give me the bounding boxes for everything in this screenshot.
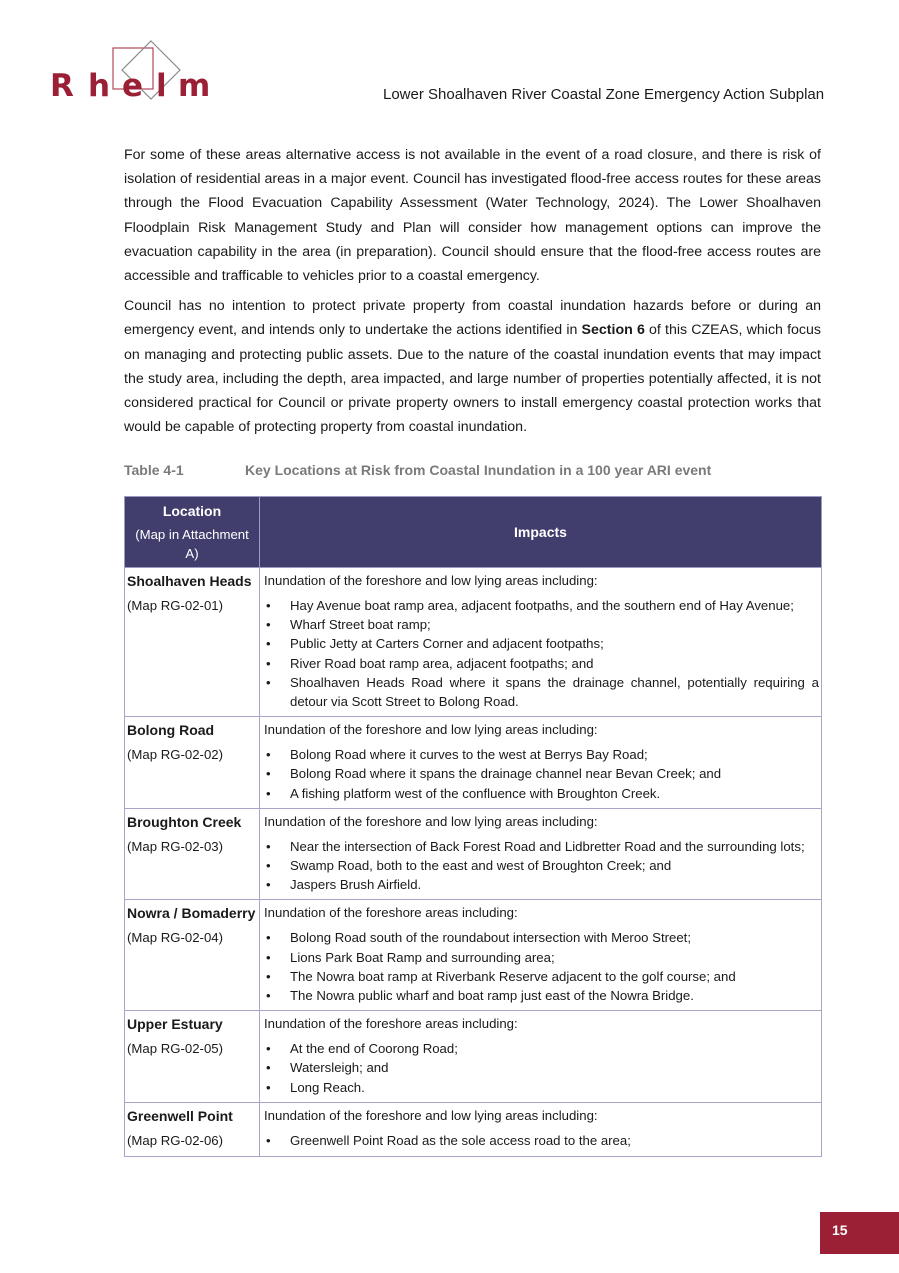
impacts-cell xyxy=(260,1102,822,1156)
impact-item: • Jaspers Brush Airfield. xyxy=(262,875,819,894)
table-row xyxy=(125,1011,822,1103)
impacts-intro: Inundation of the foreshore and low lying areas including: xyxy=(264,813,598,829)
table-title: Key Locations at Risk from Coastal Inundation in a 100 year ARI event xyxy=(245,462,712,478)
map-reference: (Map RG-02-01) xyxy=(127,598,224,613)
table-caption xyxy=(124,462,711,478)
impact-item: • River Road boat ramp area, adjacent footpaths; and xyxy=(262,654,819,673)
impacts-intro: Inundation of the foreshore areas including: xyxy=(264,905,518,921)
logo-letter: R xyxy=(50,68,74,104)
map-reference: (Map RG-02-02) xyxy=(127,747,224,763)
impacts-list xyxy=(262,1039,819,1097)
location-cell xyxy=(125,568,260,717)
impact-item: • Hay Avenue boat ramp area, adjacent footpaths, and the southern end of Hay Avenue; xyxy=(262,596,819,615)
impacts-cell xyxy=(260,808,822,900)
paragraph-text: Council has no intention to protect private property from coastal inundation hazards before or during an emergency event, and intends only to undertake the actions identified in xyxy=(124,298,821,339)
impacts-cell xyxy=(260,900,822,1011)
impact-item: • Lions Park Boat Ramp and surrounding area; xyxy=(262,948,819,967)
location-name: Broughton Creek xyxy=(127,813,242,830)
impact-item: • The Nowra boat ramp at Riverbank Reserve adjacent to the golf course; and xyxy=(262,967,819,986)
location-name: Upper Estuary xyxy=(127,1016,223,1033)
page-number-badge xyxy=(820,1212,899,1254)
impacts-intro: Inundation of the foreshore areas including: xyxy=(264,1016,518,1032)
impacts-cell xyxy=(260,568,822,717)
map-reference: (Map RG-02-05) xyxy=(127,1041,224,1057)
table-row xyxy=(125,568,822,717)
impact-item: • A fishing platform west of the confluence with Broughton Creek. xyxy=(262,784,819,803)
location-name: Bolong Road xyxy=(127,722,215,739)
impact-item: • Long Reach. xyxy=(262,1078,819,1097)
location-cell xyxy=(125,900,260,1011)
impacts-list xyxy=(262,928,819,1005)
impact-item: • Bolong Road south of the roundabout intersection with Meroo Street; xyxy=(262,928,819,947)
location-cell xyxy=(125,1102,260,1156)
rhelm-logo xyxy=(46,40,216,104)
table-row xyxy=(125,900,822,1011)
location-cell xyxy=(125,717,260,809)
table-row xyxy=(125,717,822,809)
table-row xyxy=(125,1102,822,1156)
paragraph: For some of these areas alternative access is not available in the event of a road closure, and there is risk of isolation of residential areas in a major event. Council has investigated flood-free access routes for these areas through the Flood Evacuation Capability Assessment (Water Technology, 2024). The Lower Shoalhaven Floodplain Risk Management Study and Plan will consider how management options can improve the evacuation capability in the area (in preparation). Council should ensure that the flood-free access routes are accessible and trafficable to vehicles prior to a coastal emergency. xyxy=(124,147,821,285)
page-number: 15 xyxy=(832,1222,848,1238)
paragraph xyxy=(124,294,821,439)
impacts-list xyxy=(262,837,819,895)
logo-letter: l xyxy=(156,68,167,104)
location-name: Nowra / Bomaderry xyxy=(127,905,256,922)
impacts-list xyxy=(262,1131,819,1150)
table-row xyxy=(125,808,822,900)
location-cell xyxy=(125,1011,260,1103)
column-header-location xyxy=(125,497,260,568)
impacts-intro: Inundation of the foreshore and low lying areas including: xyxy=(264,573,598,588)
running-header-title: Lower Shoalhaven River Coastal Zone Emergency Action Subplan xyxy=(383,86,825,103)
logo-letter: h xyxy=(88,68,111,104)
body-text xyxy=(124,143,821,445)
impact-item: • Bolong Road where it curves to the west at Berrys Bay Road; xyxy=(262,745,819,764)
location-header-subtitle: (Map in Attachment A) xyxy=(135,526,249,561)
impact-item: • Shoalhaven Heads Road where it spans the drainage channel, potentially requiring a detour via Scott Street to Bolong Road. xyxy=(262,673,819,711)
impact-item: • Watersleigh; and xyxy=(262,1058,819,1077)
impact-item: • At the end of Coorong Road; xyxy=(262,1039,819,1058)
impact-item: • Wharf Street boat ramp; xyxy=(262,615,819,634)
location-cell xyxy=(125,808,260,900)
impact-item: • Greenwell Point Road as the sole access road to the area; xyxy=(262,1131,819,1150)
logo-letter: e xyxy=(122,68,144,104)
map-reference: (Map RG-02-03) xyxy=(127,838,224,854)
location-name: Shoalhaven Heads xyxy=(127,573,252,589)
section-reference: Section 6 xyxy=(581,322,645,339)
impact-item: • Near the intersection of Back Forest Road and Lidbretter Road and the surrounding lots; xyxy=(262,837,819,856)
column-header-impacts: Impacts xyxy=(260,497,822,568)
impacts-intro: Inundation of the foreshore and low lying areas including: xyxy=(264,1107,598,1123)
impacts-intro: Inundation of the foreshore and low lying areas including: xyxy=(264,722,598,738)
impact-item: • The Nowra public wharf and boat ramp just east of the Nowra Bridge. xyxy=(262,986,819,1005)
risk-locations-table xyxy=(124,496,822,1157)
logo-letter: m xyxy=(178,68,211,104)
paragraph-text: of this CZEAS, which focus on managing and protecting public assets. Due to the nature of the coastal inundation events that may impact the study area, including the depth, area impacted, and large number of properties potentially affected, it is not considered practical for Council or private property owners to install emergency coastal protection works that would be capable of protecting property from coastal inundation. xyxy=(124,322,821,436)
impacts-cell xyxy=(260,717,822,809)
map-reference: (Map RG-02-04) xyxy=(127,930,224,946)
impact-item: • Bolong Road where it spans the drainage channel near Bevan Creek; and xyxy=(262,764,819,783)
impacts-list xyxy=(262,745,819,803)
impacts-cell xyxy=(260,1011,822,1103)
location-name: Greenwell Point xyxy=(127,1107,233,1124)
impacts-list xyxy=(262,596,819,711)
impact-item: • Swamp Road, both to the east and west of Broughton Creek; and xyxy=(262,856,819,875)
impact-item: • Public Jetty at Carters Corner and adjacent footpaths; xyxy=(262,634,819,653)
location-header-title: Location xyxy=(162,502,222,519)
map-reference: (Map RG-02-06) xyxy=(127,1132,224,1148)
table-number: Table 4-1 xyxy=(124,462,184,478)
table-header-row xyxy=(125,497,822,568)
